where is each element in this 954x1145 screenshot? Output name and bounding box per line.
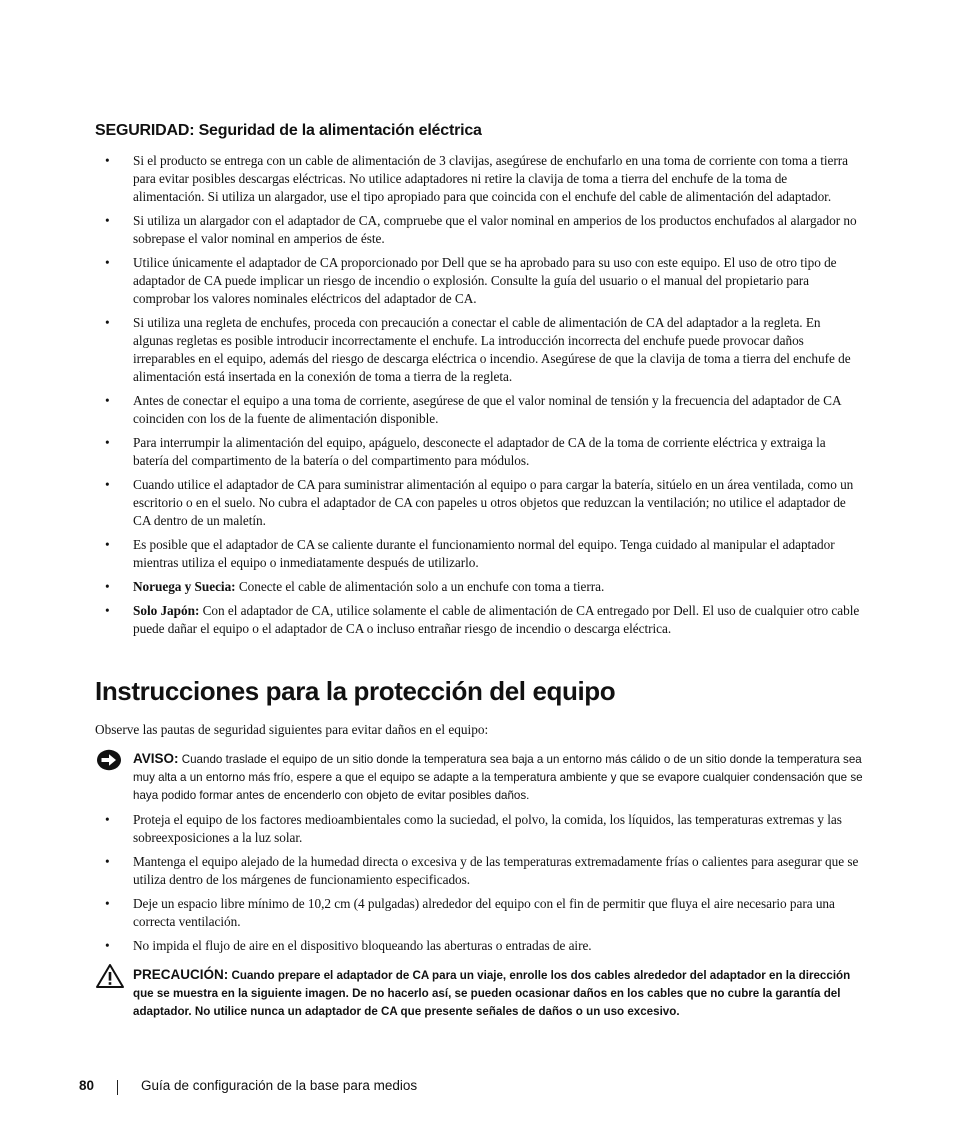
section-intro: Observe las pautas de seguridad siguientes para evitar daños en el equipo: (95, 722, 489, 737)
item-label: Solo Japón: (133, 603, 200, 618)
notice-text: Cuando traslade el equipo de un sitio donde la temperatura sea baja a un entorno más cálido o de un sitio donde la temperatura sea muy alta a un entorno más frío, espere a que el equipo se adapte a la temperatura ambiente y que se evapore cualquier condensación que se haya podido formar antes de encenderlo con objeto de evitar posibles daños. (133, 753, 863, 802)
section-heading-electrical-safety: SEGURIDAD: Seguridad de la alimentación eléctrica (95, 122, 482, 139)
caution-text: Cuando prepare el adaptador de CA para un viaje, enrolle los dos cables alrededor del adaptador en la dirección que se muestra en la siguiente imagen. De no hacerlo así, se pueden ocasionar daños en los cables que no cubre la garantía del adaptador. No utilice nunca un adaptador de CA que presente señales de daños o un uso excesivo. (133, 969, 851, 1018)
list-item: • Proteja el equipo de los factores medioambientales como la suciedad, el polvo, la comida, los líquidos, las temperaturas extremas y las sobreexposiciones a la luz solar. (105, 812, 842, 845)
list-item: • Si el producto se entrega con un cable de alimentación de 3 clavijas, asegúrese de enchufarlo en una toma de corriente con toma a tierra para evitar posibles descargas eléctricas. No utilice adaptadores ni retire la clavija de toma a tierra del enchufe de la toma de alimentación. Si utiliza un alargador, use el tipo apropiado para que coincida con el enchufe del cable de alimentación del adaptador. (105, 153, 848, 204)
list-item: • No impida el flujo de aire en el dispositivo bloqueando las aberturas o entradas de aire. (105, 938, 592, 953)
footer-title: Guía de configuración de la base para medios (141, 1078, 418, 1093)
list-item: • Mantenga el equipo alejado de la humedad directa o excesiva y de las temperaturas extremadamente frías o calientes para asegurar que se utiliza dentro de los márgenes de funcionamiento especificados. (105, 854, 859, 887)
notice-arrow-icon (96, 749, 122, 771)
notice-label: AVISO: (133, 751, 179, 766)
list-item: • Cuando utilice el adaptador de CA para suministrar alimentación al equipo o para cargar la batería, sitúelo en un área ventilada, como un escritorio o en el suelo. No cubra el adaptador de CA con papeles u otros objetos que reduzcan la ventilación; no utilice el adaptador de CA dentro de un maletín. (105, 477, 854, 528)
item-label: Noruega y Suecia: (133, 579, 236, 594)
electrical-safety-list (95, 152, 860, 644)
list-item: • Deje un espacio libre mínimo de 10,2 cm (4 pulgadas) alrededor del equipo con el fin de permitir que fluya el aire necesario para una correcta ventilación. (105, 896, 835, 929)
caution-label: PRECAUCIÓN: (133, 967, 229, 982)
page-number: 80 (79, 1078, 95, 1093)
list-item: • Antes de conectar el equipo a una toma de corriente, asegúrese de que el valor nominal de tensión y la frecuencia del adaptador de CA coinciden con los de la fuente de alimentación disponible. (105, 393, 841, 426)
list-item: • Si utiliza una regleta de enchufes, proceda con precaución a conectar el cable de alimentación de CA del adaptador a la regleta. En algunas regletas es posible introducir incorrectamente el enchufe. La introducción incorrecta del enchufe puede provocar daños irreparables en el equipo, además del riesgo de descarga eléctrica o incendio. Asegúrese de que la clavija de toma a tierra del enchufe de alimentación está insertada en la conexión de toma a tierra de la regleta. (105, 315, 851, 384)
section-heading-equipment-protection: Instrucciones para la protección del equipo (95, 676, 616, 706)
caution-triangle-icon (95, 963, 125, 989)
notice-box (133, 750, 863, 805)
list-item: • Noruega y Suecia: Conecte el cable de alimentación solo a un enchufe con toma a tierra. (105, 579, 605, 594)
list-item: • Es posible que el adaptador de CA se caliente durante el funcionamiento normal del equipo. Tenga cuidado al manipular el adaptador mientras utiliza el equipo o inmediatamente después de utilizarlo. (105, 537, 835, 570)
footer-divider (117, 1080, 118, 1095)
list-item: • Utilice únicamente el adaptador de CA proporcionado por Dell que se ha aprobado para su uso con este equipo. El uso de otro tipo de adaptador de CA puede implicar un riesgo de incendio o explosión. Consulte la guía del usuario o el manual del propietario para comprobar los valores nominales eléctricos del adaptador de CA. (105, 255, 837, 306)
list-item: • Si utiliza un alargador con el adaptador de CA, compruebe que el valor nominal en amperios de los productos enchufados al alargador no sobrepase el valor nominal en amperios de éste. (105, 213, 857, 246)
list-item: • Para interrumpir la alimentación del equipo, apáguelo, desconecte el adaptador de CA de la toma de corriente eléctrica y extraiga la batería del compartimento de la batería o del compartimento para módulos. (105, 435, 826, 468)
caution-box (133, 966, 863, 1021)
list-item: • Solo Japón: Con el adaptador de CA, utilice solamente el cable de alimentación de CA entregado por Dell. El uso de cualquier otro cable puede dañar el equipo o el adaptador de CA o incluso entrañar riesgo de incendio o descarga eléctrica. (105, 603, 860, 636)
equipment-protection-list (95, 811, 860, 961)
